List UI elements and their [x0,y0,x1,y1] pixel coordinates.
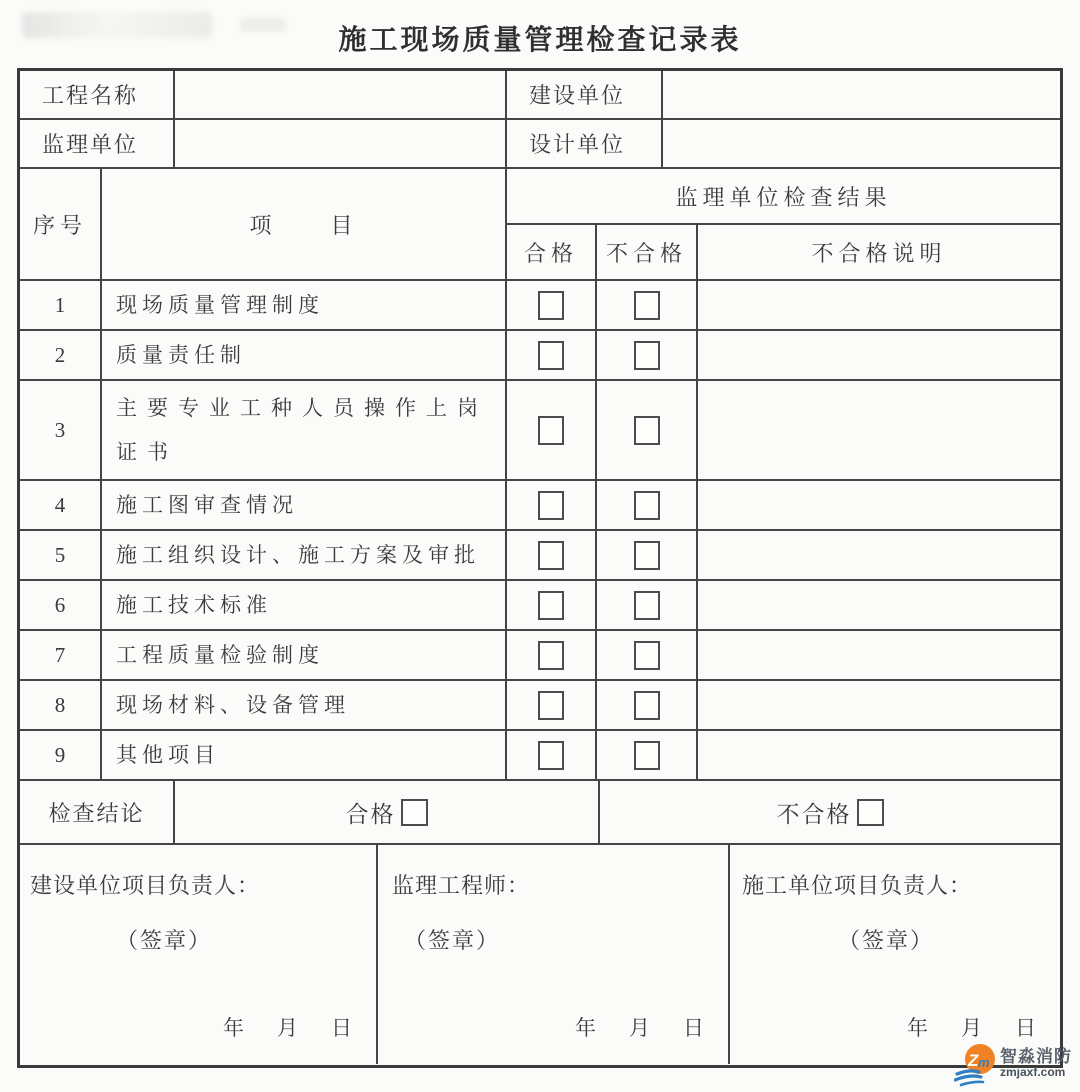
column-header-fail-note: 不合格说明 [698,225,1060,281]
supervision-unit-label: 监理单位 [20,120,175,169]
conclusion-pass-label: 合格 [345,801,396,827]
fail-note-cell[interactable] [698,631,1060,681]
column-header-seq: 序号 [20,169,102,281]
signature-cell-construction-owner[interactable] [20,845,378,1064]
project-name-value[interactable] [175,71,507,120]
watermark-text [1000,1042,1072,1078]
design-unit-label: 设计单位 [507,120,663,169]
fail-checkbox[interactable] [634,341,660,370]
conclusion-pass-option [175,781,600,845]
watermark-brand: 智淼消防 [1000,1047,1072,1066]
fail-checkbox-cell [597,531,698,581]
conclusion-fail-label: 不合格 [776,801,852,827]
fail-note-cell[interactable] [698,481,1060,531]
signature-role: 监理工程师： [392,873,531,898]
fail-note-cell[interactable] [698,581,1060,631]
column-header-result-group: 监理单位检查结果 [507,169,1060,225]
conclusion-fail-checkbox[interactable] [857,799,884,826]
fail-note-cell[interactable] [698,331,1060,381]
row-seq: 9 [20,731,102,781]
signature-cell-contractor[interactable] [730,845,1060,1064]
signature-cell-supervising-engineer[interactable] [378,845,730,1064]
signature-seal-hint: （签章） [838,928,935,953]
pass-checkbox-cell [507,731,597,781]
row-seq: 1 [20,281,102,331]
conclusion-section [20,781,1060,845]
column-header-pass: 合格 [507,225,597,281]
design-unit-value[interactable] [663,120,1060,169]
fail-checkbox-cell [597,631,698,681]
pass-checkbox-cell [507,631,597,681]
fail-checkbox-cell [597,331,698,381]
column-header-item: 项 目 [102,169,507,281]
checklist-rows [20,281,1060,781]
signature-date: 年 月 日 [223,1016,358,1040]
site-watermark [954,1042,1072,1088]
row-item-label: 其他项目 [102,731,507,781]
row-seq: 4 [20,481,102,531]
conclusion-pass-checkbox[interactable] [401,799,428,826]
pass-checkbox[interactable] [538,416,564,445]
row-item-label: 工程质量检验制度 [102,631,507,681]
pass-checkbox[interactable] [538,491,564,520]
info-section [20,71,1060,169]
fail-checkbox-cell [597,681,698,731]
signature-date: 年 月 日 [575,1016,710,1040]
pass-checkbox[interactable] [538,341,564,370]
fail-checkbox[interactable] [634,291,660,320]
fail-checkbox[interactable] [634,541,660,570]
row-seq: 8 [20,681,102,731]
supervision-unit-value[interactable] [175,120,507,169]
construction-unit-label: 建设单位 [507,71,663,120]
fail-checkbox-cell [597,581,698,631]
inspection-form-table [17,68,1063,1068]
row-item-label: 质量责任制 [102,331,507,381]
pass-checkbox-cell [507,281,597,331]
fail-checkbox[interactable] [634,591,660,620]
fail-checkbox-cell [597,281,698,331]
pass-checkbox-cell [507,681,597,731]
fail-checkbox[interactable] [634,491,660,520]
pass-checkbox[interactable] [538,291,564,320]
fail-checkbox[interactable] [634,416,660,445]
pass-checkbox-cell [507,531,597,581]
row-item-label: 施工图审查情况 [102,481,507,531]
construction-unit-value[interactable] [663,71,1060,120]
row-seq: 5 [20,531,102,581]
fail-checkbox-cell [597,481,698,531]
row-item-label: 现场质量管理制度 [102,281,507,331]
pass-checkbox[interactable] [538,691,564,720]
fail-checkbox[interactable] [634,741,660,770]
signature-date: 年 月 日 [907,1016,1042,1040]
pass-checkbox-cell [507,581,597,631]
row-item-label: 施工组织设计、施工方案及审批 [102,531,507,581]
fail-note-cell[interactable] [698,681,1060,731]
row-seq: 7 [20,631,102,681]
conclusion-label: 检查结论 [20,781,175,845]
svg-text:m: m [978,1055,990,1070]
pass-checkbox-cell [507,481,597,531]
column-header-fail: 不合格 [597,225,698,281]
row-seq: 2 [20,331,102,381]
fail-note-cell[interactable] [698,281,1060,331]
row-item-label: 施工技术标准 [102,581,507,631]
pass-checkbox[interactable] [538,741,564,770]
pass-checkbox[interactable] [538,541,564,570]
row-seq: 3 [20,381,102,481]
signature-section [20,845,1060,1064]
signature-role: 建设单位项目负责人： [30,873,261,898]
fail-note-cell[interactable] [698,731,1060,781]
fail-note-cell[interactable] [698,531,1060,581]
form-title: 施工现场质量管理检查记录表 [338,24,742,55]
pass-checkbox-cell [507,331,597,381]
svg-text:Z: Z [968,1051,979,1070]
pass-checkbox[interactable] [538,641,564,670]
fail-checkbox-cell [597,381,698,481]
checklist-header [20,169,1060,281]
signature-role: 施工单位项目负责人： [742,873,973,898]
row-item-label: 主要专业工种人员操作上岗证书 [102,381,507,481]
watermark-site: zmjaxf.com [1000,1064,1066,1079]
conclusion-fail-option [600,781,1060,845]
pass-checkbox-cell [507,381,597,481]
fail-note-cell[interactable] [698,381,1060,481]
signature-seal-hint: （签章） [404,928,501,953]
fail-checkbox[interactable] [634,641,660,670]
fail-checkbox[interactable] [634,691,660,720]
row-item-label: 现场材料、设备管理 [102,681,507,731]
signature-seal-hint: （签章） [116,928,213,953]
row-seq: 6 [20,581,102,631]
pass-checkbox[interactable] [538,591,564,620]
project-name-label: 工程名称 [20,71,175,120]
brand-logo-icon [954,1042,998,1088]
fail-checkbox-cell [597,731,698,781]
